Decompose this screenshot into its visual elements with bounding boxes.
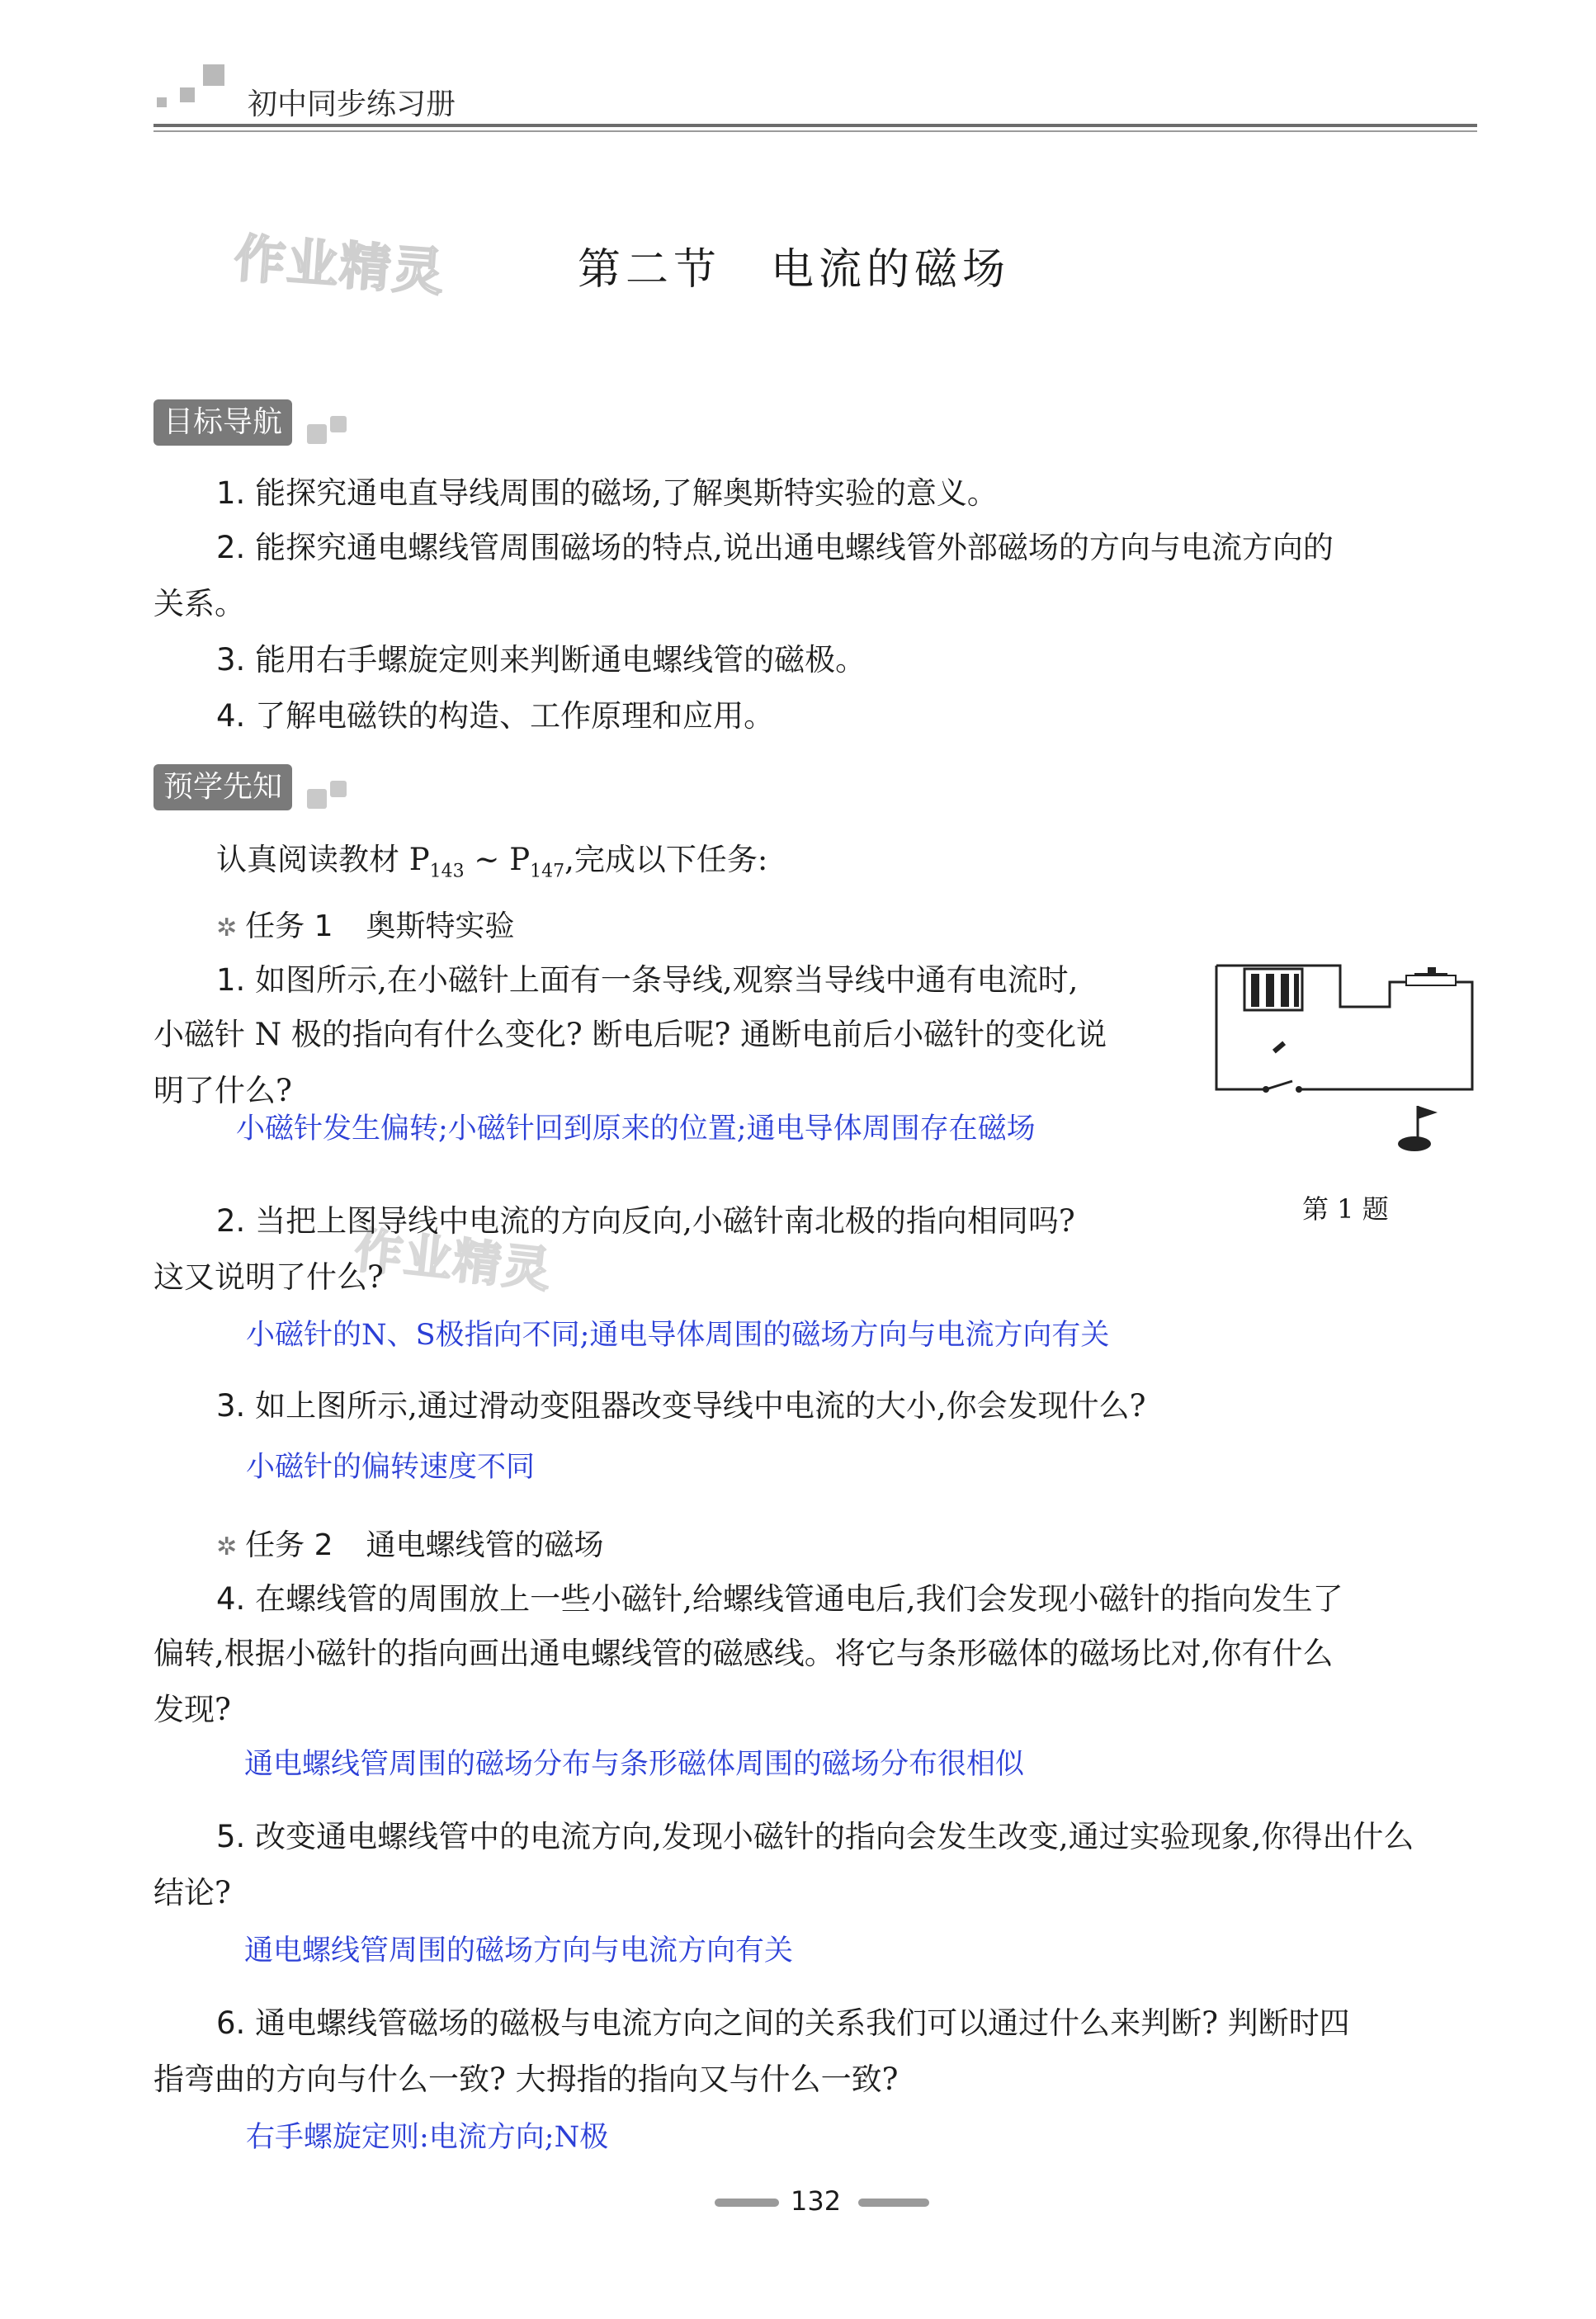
question-5-line2: 结论? — [153, 1875, 231, 1910]
oersted-experiment-figure — [1208, 949, 1489, 1172]
wire — [1299, 982, 1472, 1089]
watermark: 作业精灵 — [232, 228, 447, 303]
bell-icon — [1398, 1106, 1438, 1151]
question-1-line2: 小磁针 N 极的指向有什么变化? 断电后呢? 通断电前后小磁针的变化说 — [153, 1017, 1107, 1052]
answer-5: 通电螺线管周围的磁场方向与电流方向有关 — [244, 1934, 794, 1967]
question-3: 3. 如上图所示,通过滑动变阻器改变导线中电流的大小,你会发现什么? — [216, 1388, 1146, 1424]
watermark: 作业精灵 — [352, 1221, 555, 1299]
page-number: 132 — [791, 2185, 842, 2217]
question-1: 1. 如图所示,在小磁针上面有一条导线,观察当导线中通有电流时, — [216, 962, 1079, 998]
gear-icon: ✲ — [216, 1533, 238, 1561]
goal-item-3: 3. 能用右手螺旋定则来判断通电螺线管的磁极。 — [216, 642, 866, 678]
answer-2: 小磁针的N、S极指向不同;通电导体周围的磁场方向与电流方向有关 — [246, 1319, 1110, 1352]
gear-icon: ✲ — [216, 914, 238, 942]
question-2-line2: 这又说明了什么? — [153, 1259, 384, 1295]
rheostat-icon — [1406, 967, 1456, 985]
figure-caption: 第 1 题 — [1302, 1193, 1389, 1225]
goal-item-1: 1. 能探究通电直导线周围的磁场,了解奥斯特实验的意义。 — [216, 475, 998, 511]
header-rule — [153, 124, 1477, 127]
goal-item-2-cont: 关系。 — [153, 586, 245, 621]
answer-1: 小磁针发生偏转;小磁针回到原来的位置;通电导体周围存在磁场 — [236, 1112, 1036, 1145]
page-number-bar-left — [715, 2199, 779, 2207]
section-number: 第二节 — [578, 245, 722, 295]
battery-icon — [1244, 969, 1302, 1010]
question-4-line3: 发现? — [153, 1692, 231, 1727]
goal-item-2: 2. 能探究通电螺线管周围磁场的特点,说出通电螺线管外部磁场的方向与电流方向的 — [216, 530, 1334, 565]
question-4-line2: 偏转,根据小磁针的指向画出通电螺线管的磁感线。将它与条形磁体的磁场比对,你有什么 — [153, 1636, 1334, 1671]
switch-icon — [1263, 1081, 1302, 1093]
question-5: 5. 改变通电螺线管中的电流方向,发现小磁针的指向会发生改变,通过实验现象,你得出什么 — [216, 1819, 1414, 1854]
section-name: 电流的磁场 — [771, 245, 1011, 295]
question-4: 4. 在螺线管的周围放上一些小磁针,给螺线管通电后,我们会发现小磁针的指向发生了 — [216, 1581, 1343, 1617]
question-2: 2. 当把上图导线中电流的方向反向,小磁针南北极的指向相同吗? — [216, 1203, 1075, 1239]
task-2-heading: ✲ 任务 2 通电螺线管的磁场 — [216, 1528, 604, 1562]
answer-3: 小磁针的偏转速度不同 — [246, 1451, 536, 1484]
question-6-line2: 指弯曲的方向与什么一致? 大拇指的指向又与什么一致? — [153, 2062, 899, 2097]
compass-needle-icon — [1273, 1041, 1286, 1054]
section-title — [578, 234, 1010, 296]
answer-4: 通电螺线管周围的磁场分布与条形磁体周围的磁场分布很相似 — [244, 1748, 1025, 1781]
preview-intro: 认真阅读教材 $P_{143}$ ~ $P_{147}$,完成以下任务: — [216, 842, 768, 882]
goals-tag: 目标导航 — [153, 399, 292, 446]
preview-tag: 预学先知 — [153, 764, 292, 810]
question-1-line3: 明了什么? — [153, 1073, 292, 1108]
goal-item-4: 4. 了解电磁铁的构造、工作原理和应用。 — [216, 698, 775, 734]
page-number-bar-right — [858, 2199, 929, 2207]
header-rule-thin — [153, 130, 1477, 132]
book-title: 初中同步练习册 — [248, 87, 456, 121]
question-6: 6. 通电螺线管磁场的磁极与电流方向之间的关系我们可以通过什么来判断? 判断时四 — [216, 2005, 1350, 2041]
answer-6: 右手螺旋定则:电流方向;N极 — [246, 2121, 609, 2154]
task-1-heading: ✲ 任务 1 奥斯特实验 — [216, 909, 515, 943]
